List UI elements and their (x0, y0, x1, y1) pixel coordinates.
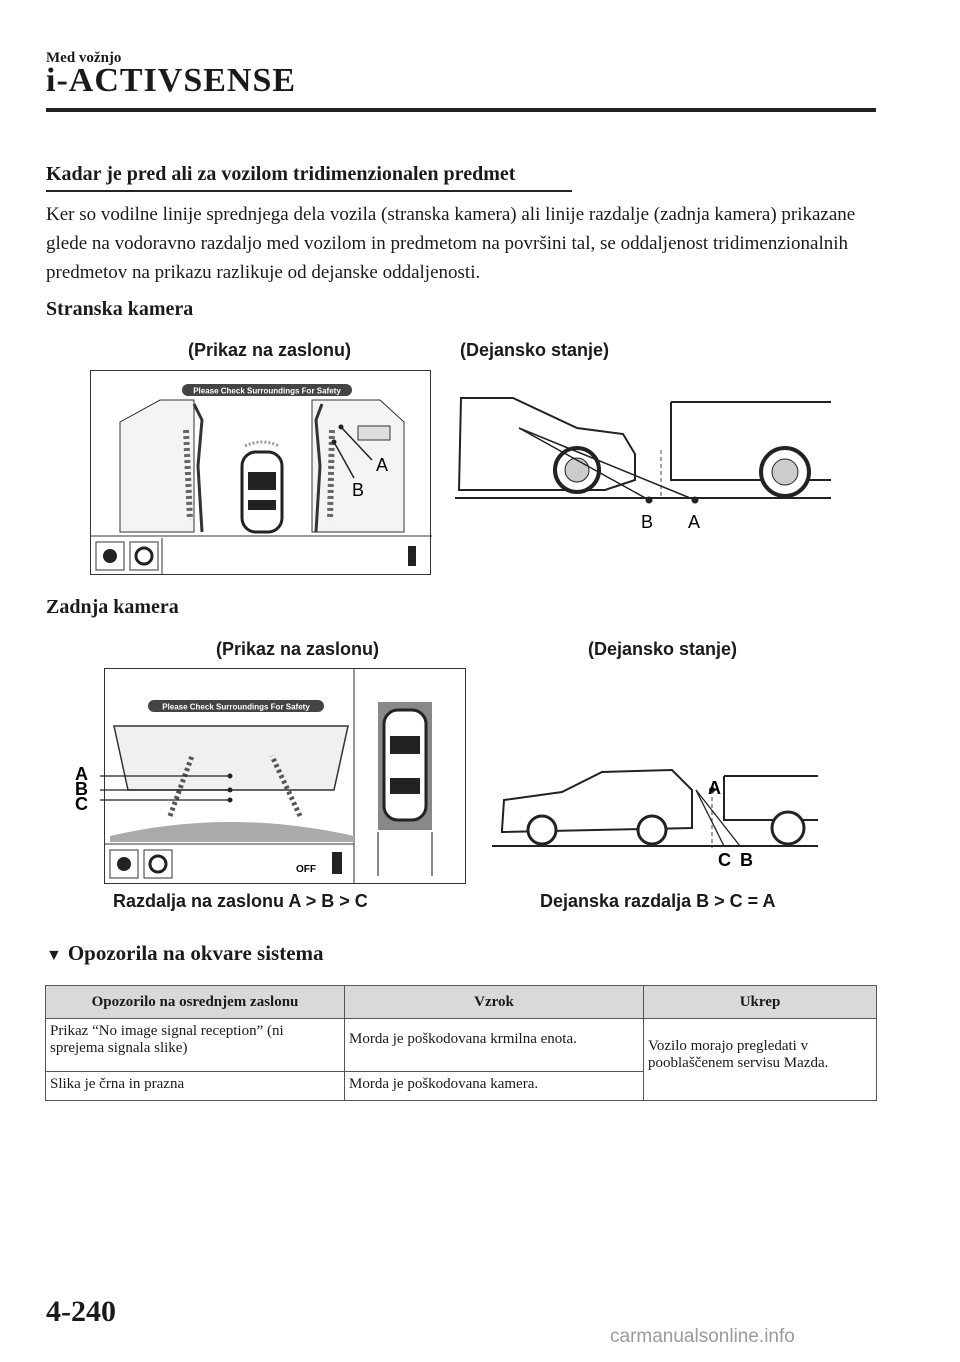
table-cell-action: Vozilo morajo pregledati v pooblaščenem servisu Mazda. (644, 1019, 877, 1101)
side-banner-text: Please Check Surroundings For Safety (193, 386, 341, 396)
subheading: Kadar je pred ali za vozilom tridimenzionalen predmet (46, 163, 516, 185)
rear-screen-letter-a: A (75, 764, 88, 784)
rear-camera-screen-diagram (70, 666, 468, 886)
rear-camera-switch-icon (117, 857, 131, 871)
side-camera-caption: Stranska kamera (46, 298, 194, 320)
chapter-title: i-ACTIVSENSE (46, 62, 297, 99)
triangle-bullet-icon: ▼ (46, 947, 62, 964)
rear-parking-sensor-icon (332, 852, 342, 874)
body-paragraph: Ker so vodilne linije sprednjega dela vozila (stranska kamera) ali linije razdalje (zadnja kamera) prikazane glede na vodoravno razdaljo med vozilom in predmetom na površini tal, se oddaljenost tridimenzionalnih predmetov na prikazu razlikuje od dejanske oddaljenosti. (46, 204, 856, 283)
watermark: carmanualsonline.info (610, 1326, 795, 1347)
side-actual-letter-a: A (688, 512, 701, 532)
warnings-heading (46, 941, 324, 966)
rear-screen-label: (Prikaz na zaslonu) (216, 639, 380, 659)
side-camera-screen-diagram (90, 370, 432, 576)
warnings-heading-text: Opozorila na okvare sistema (67, 941, 324, 965)
column-header-action: Ukrep (644, 986, 877, 1019)
column-header-message: Opozorilo na osrednjem zaslonu (46, 986, 345, 1019)
rear-banner-text: Please Check Surroundings For Safety (162, 702, 310, 712)
rear-camera-caption: Zadnja kamera (46, 596, 179, 618)
side-actual-label: (Dejansko stanje) (460, 340, 610, 360)
rear-screen-letter-b: B (75, 779, 88, 799)
actual-distance-caption: Dejanska razdalja B > C = A (540, 891, 776, 911)
table-cell-message: Slika je črna in prazna (46, 1072, 345, 1101)
subheading-underline (46, 190, 572, 192)
fault-table (45, 985, 877, 1101)
title-divider (46, 108, 876, 112)
side-screen-letter-a: A (376, 455, 389, 475)
rear-actual-letter-a: A (708, 778, 721, 798)
side-screen-label: (Prikaz na zaslonu) (188, 340, 352, 360)
table-cell-cause: Morda je poškodovana krmilna enota. (345, 1019, 644, 1072)
rear-actual-letter-c: C (718, 850, 731, 870)
rear-actual-label: (Dejansko stanje) (588, 639, 738, 659)
table-row (46, 1019, 877, 1072)
column-header-cause: Vzrok (345, 986, 644, 1019)
camera-switch-icon (103, 549, 117, 563)
page-number: 4-240 (46, 1295, 116, 1328)
side-camera-actual-diagram (455, 380, 831, 540)
rear-actual-letter-b: B (740, 850, 753, 870)
rear-camera-actual-diagram (492, 760, 818, 870)
screen-distance-caption: Razdalja na zaslonu A > B > C (113, 891, 368, 911)
section-label: Med vožnjo (46, 50, 122, 66)
table-cell-cause: Morda je poškodovana kamera. (345, 1072, 644, 1101)
parking-sensor-icon (408, 546, 416, 566)
sensor-off-label: OFF (296, 864, 316, 875)
side-actual-letter-b: B (641, 512, 654, 532)
side-screen-letter-b: B (352, 480, 365, 500)
rear-screen-letter-c: C (75, 794, 88, 814)
table-cell-message: Prikaz “No image signal reception” (ni sprejema signala slike) (46, 1019, 345, 1072)
